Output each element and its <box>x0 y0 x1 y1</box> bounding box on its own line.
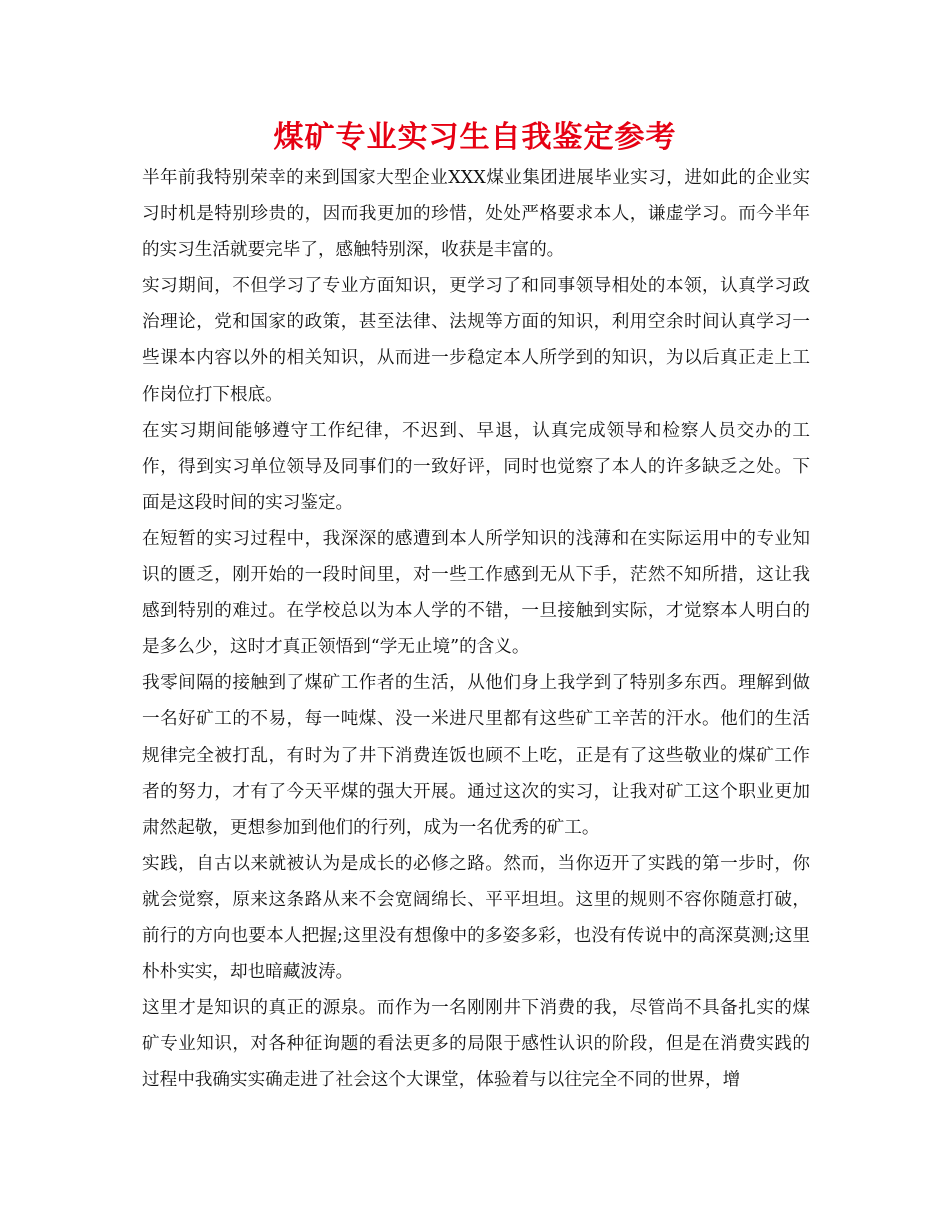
paragraph-3: 在实习期间能够遵守工作纪律，不迟到、早退，认真完成领导和检察人员交办的工作，得到实习单位领导及同事们的一致好评，同时也觉察了本人的许多缺乏之处。下面是这段时间的实习鉴定。 <box>142 420 810 513</box>
paragraph-1: 半年前我特别荣幸的来到国家大型企业XXX煤业集团进展毕业实习，进如此的企业实习时机是特别珍贵的，因而我更加的珍惜，处处严格要求本人，谦虚学习。而今半年的实习生活就要完毕了，感触特别深，收获是丰富的。 <box>142 168 810 261</box>
document-body <box>142 160 810 1098</box>
paragraph-5: 我零间隔的接触到了煤矿工作者的生活，从他们身上我学到了特别多东西。理解到做一名好矿工的不易，每一吨煤、没一米进尺里都有这些矿工辛苦的汗水。他们的生活规律完全被打乱，有时为了井下消费连饭也顾不上吃，正是有了这些敬业的煤矿工作者的努力，才有了今天平煤的强大开展。通过这次的实习，让我对矿工这个职业更加肃然起敬，更想参加到他们的行列，成为一名优秀的矿工。 <box>142 673 810 838</box>
document-title: 煤矿专业实习生自我鉴定参考 <box>273 120 677 155</box>
paragraph-4: 在短暂的实习过程中，我深深的感遭到本人所学知识的浅薄和在实际运用中的专业知识的匮乏，刚开始的一段时间里，对一些工作感到无从下手，茫然不知所措，这让我感到特别的难过。在学校总以为本人学的不错，一旦接触到实际，才觉察本人明白的是多么少，这时才真正领悟到“学无止境”的含义。 <box>142 528 810 658</box>
paragraph-2: 实习期间，不但学习了专业方面知识，更学习了和同事领导相处的本领，认真学习政治理论，党和国家的政策，甚至法律、法规等方面的知识，利用空余时间认真学习一些课本内容以外的相关知识，从而进一步稳定本人所学到的知识，为以后真正走上工作岗位打下根底。 <box>142 276 810 405</box>
paragraph-7: 这里才是知识的真正的源泉。而作为一名刚刚井下消费的我，尽管尚不具备扎实的煤矿专业知识，对各种征询题的看法更多的局限于感性认识的阶段，但是在消费实践的过程中我确实实确走进了社会这个大课堂，体验着与以往完全不同的世界，增 <box>142 998 810 1091</box>
paragraph-6: 实践，自古以来就被认为是成长的必修之路。然而，当你迈开了实践的第一步时，你就会觉察，原来这条路从来不会宽阔绵长、平平坦坦。这里的规则不容你随意打破，前行的方向也要本人把握;这里没有想像中的多姿多彩，也没有传说中的高深莫测;这里朴朴实实，却也暗藏波涛。 <box>142 853 810 983</box>
